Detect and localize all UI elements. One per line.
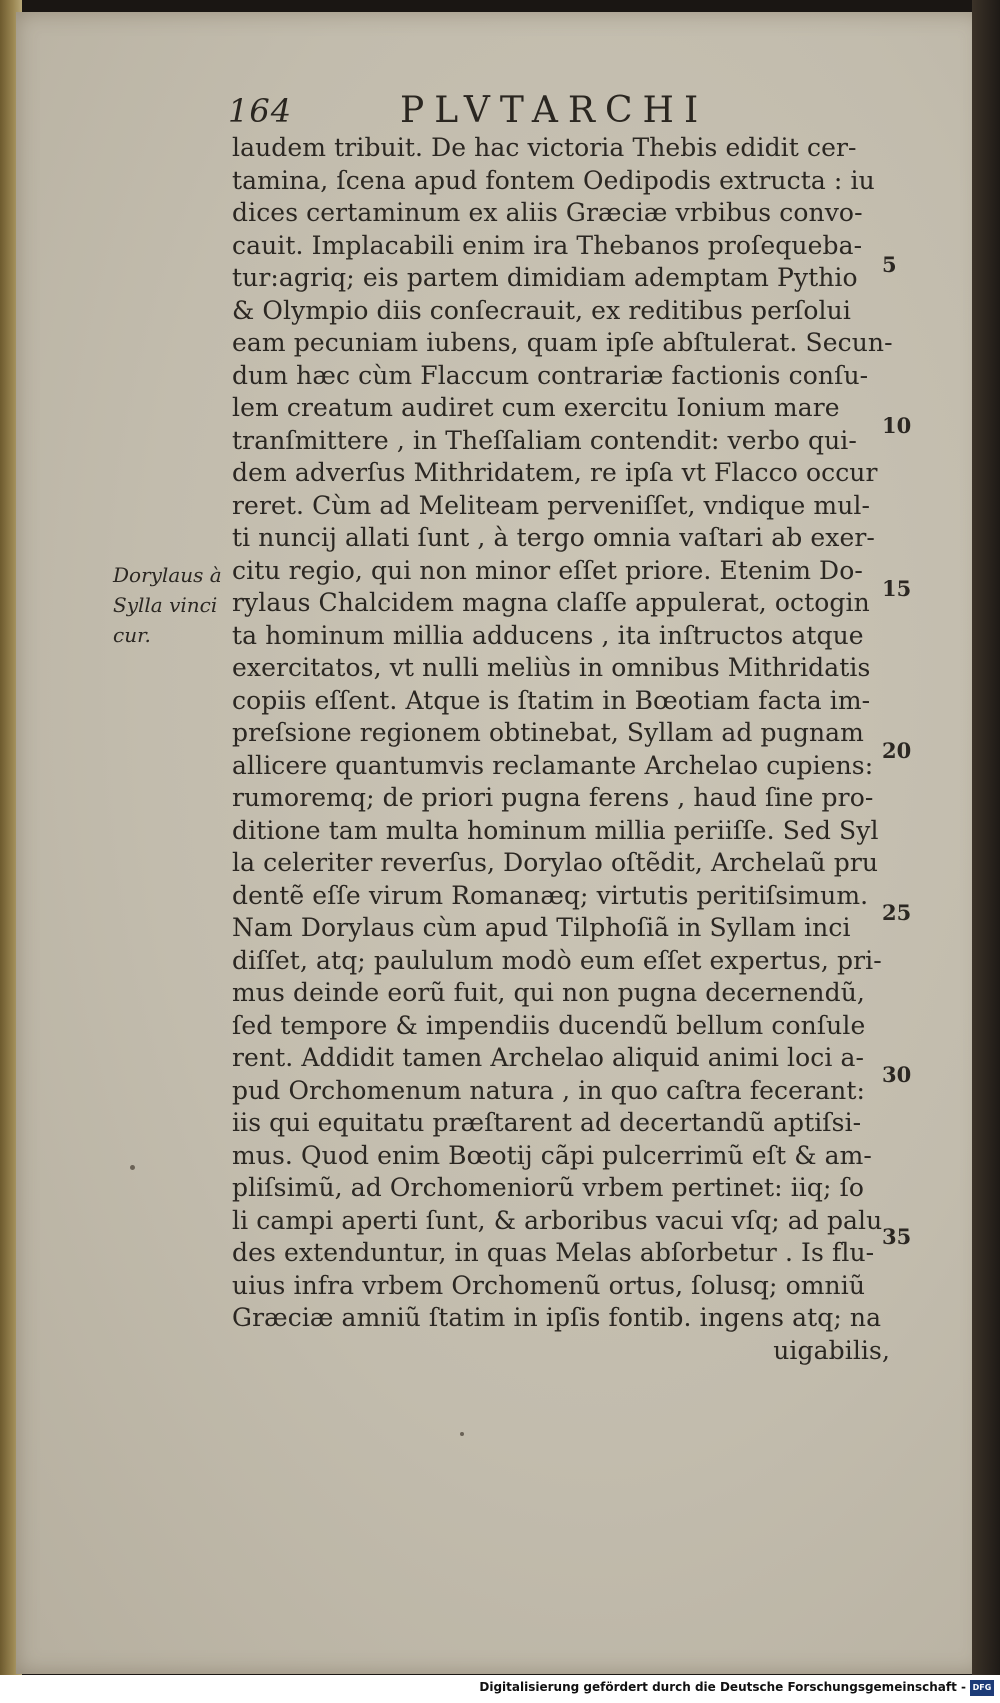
footer-bar (0, 1675, 1000, 1703)
running-head: PLVTARCHI (400, 90, 709, 131)
side-note-line: cur. (113, 623, 151, 647)
text-line: diſſet, atq; paululum modò eum eſſet expertus, pri- (232, 945, 882, 975)
text-line: dum hæc cùm Flaccum contrariæ factionis conſu- (232, 360, 869, 390)
text-line: la celeriter reverſus, Dorylao oſtẽdit, Archelaũ pru (232, 848, 879, 877)
text-line: rent. Addidit tamen Archelao aliquid animi loci a- (232, 1043, 865, 1072)
text-line: eam pecuniam iubens, quam ipſe abſtulerat. Secun- (232, 328, 893, 357)
text-line: tranſmittere , in Theſſaliam contendit: verbo qui- (232, 425, 857, 455)
text-line: des extenduntur, in quas Melas abſorbetur . Is flu- (232, 1238, 875, 1267)
text-line: ta hominum millia adducens , ita inſtructos atque (232, 620, 864, 650)
side-note-line: Dorylaus à (113, 563, 222, 587)
text-line: rumoremq; de priori pugna ferens , haud ſine pro- (232, 783, 874, 812)
text-line: dentẽ eſſe virum Romanæq; virtutis peritiſsimum. (232, 880, 869, 910)
text-line: ſed tempore & impendiis ducendũ bellum conſule (232, 1010, 866, 1040)
line-number: 30 (882, 1062, 912, 1087)
text-line: rylaus Chalcidem magna claſſe appulerat, octogin (232, 588, 870, 617)
text-line: exercitatos, vt nulli meliùs in omnibus Mithridatis (232, 653, 871, 682)
text-line: Nam Dorylaus cùm apud Tilphoſiã in Syllam inci (232, 913, 851, 942)
text-line: reret. Cùm ad Meliteam perveniſſet, vndique mul- (232, 490, 871, 520)
text-line: lem creatum audiret cum exercitu Ionium mare (232, 393, 840, 422)
text-line: mus. Quod enim Bœotij cãpi pulcerrimũ eſt & am- (232, 1140, 872, 1170)
line-number: 5 (882, 252, 897, 277)
text-line: & Olympio diis conſecrauit, ex reditibus perſolui (232, 295, 851, 325)
text-line: pud Orchomenum natura , in quo caſtra fecerant: (232, 1075, 865, 1105)
line-number: 10 (882, 413, 912, 438)
text-line: ditione tam multa hominum millia periiſſe. Sed Syl (232, 815, 879, 845)
body-text (232, 132, 900, 1367)
text-line: ti nuncij allati ſunt , à tergo omnia vaſtari ab exer- (232, 523, 875, 552)
text-line: tur:agriq; eis partem dimidiam ademptam Pythio (232, 263, 858, 292)
footer-credit: Digitalisierung gefördert durch die Deutsche Forschungsgemeinschaft - (479, 1680, 966, 1694)
text-line: dem adverſus Mithridatem, re ipſa vt Flacco occur (232, 458, 878, 487)
line-number: 15 (882, 576, 912, 601)
line-number: 35 (882, 1224, 912, 1249)
side-note-line: Sylla vinci (113, 593, 218, 617)
text-line: iis qui equitatu præſtarent ad decertandũ aptiſsi- (232, 1108, 862, 1137)
text-line: preſsione regionem obtinebat, Syllam ad pugnam (232, 718, 864, 747)
text-line: uius infra vrbem Orchomenũ ortus, ſolusq; omniũ (232, 1270, 866, 1300)
dfg-logo: DFG (970, 1680, 994, 1696)
page-edge (972, 0, 1000, 1675)
text-line: citu regio, qui non minor eſſet priore. Etenim Do- (232, 555, 863, 585)
line-number: 25 (882, 900, 912, 925)
text-line: dices certaminum ex aliis Græciæ vrbibus convo- (232, 198, 863, 227)
text-line: pliſsimũ, ad Orchomeniorũ vrbem pertinet: iiq; ſo (232, 1173, 865, 1202)
paper-speck (130, 1165, 135, 1170)
text-line: allicere quantumvis reclamante Archelao cupiens: (232, 750, 874, 780)
line-number: 20 (882, 738, 912, 763)
page-number: 164 (228, 92, 293, 130)
text-line: li campi aperti ſunt, & arboribus vacui vſq; ad palu (232, 1205, 883, 1235)
text-line: copiis eſſent. Atque is ſtatim in Bœotiam facta im- (232, 685, 871, 715)
text-line: laudem tribuit. De hac victoria Thebis edidit cer- (232, 133, 857, 162)
text-line: cauit. Implacabili enim ira Thebanos proſequeba- (232, 230, 863, 260)
text-line: mus deinde eorũ fuit, qui non pugna decernendũ, (232, 978, 865, 1007)
text-line: tamina, ſcena apud fontem Oedipodis extructa : iu (232, 165, 875, 195)
text-line: Græciæ amniũ ſtatim in ipſis fontib. ingens atq; na (232, 1303, 882, 1332)
catchword: uigabilis, (773, 1335, 890, 1365)
side-note (113, 560, 233, 650)
paper-speck (460, 1432, 464, 1436)
